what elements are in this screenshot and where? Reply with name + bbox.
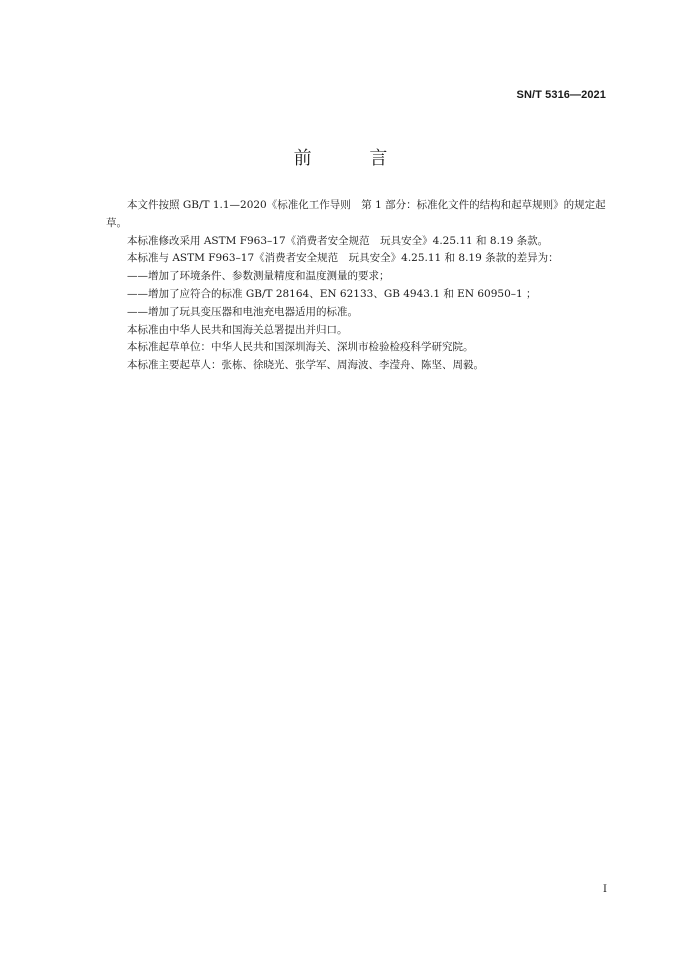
paragraph-drafters: 本标准主要起草人：张栋、徐晓光、张学军、周海波、李滢舟、陈坚、周毅。 <box>127 359 484 372</box>
foreword-body <box>106 197 609 375</box>
paragraph-differences: 本标准与 ASTM F963–17《消费者安全规范 玩具安全》4.25.11 和 8.19 条款的差异为： <box>127 252 559 265</box>
page-title: 前 言 <box>293 148 414 169</box>
paragraph-proposer: 本标准由中华人民共和国海关总署提出并归口。 <box>127 323 348 336</box>
page-number: I <box>603 884 607 895</box>
standard-code: SN/T 5316—2021 <box>516 89 606 101</box>
difference-item-transformers: ——增加了玩具变压器和电池充电器适用的标准。 <box>127 305 358 318</box>
difference-item-standards: ——增加了应符合的标准 GB/T 28164、EN 62133、GB 4943.1 和 EN 60950–1 ； <box>127 287 537 300</box>
difference-item-environment: ——增加了环境条件、参数测量精度和温度测量的要求； <box>127 270 390 283</box>
paragraph-adoption: 本标准修改采用 ASTM F963–17《消费者安全规范 玩具安全》4.25.11 和 8.19 条款。 <box>127 234 549 247</box>
paragraph-drafting-rules: 本文件按照 GB/T 1.1—2020《标准化工作导则 第 1 部分：标准化文件的结构和起草规则》的规定起草。 <box>106 199 606 229</box>
paragraph-drafting-units: 本标准起草单位：中华人民共和国深圳海关、深圳市检验检疫科学研究院。 <box>127 341 474 354</box>
